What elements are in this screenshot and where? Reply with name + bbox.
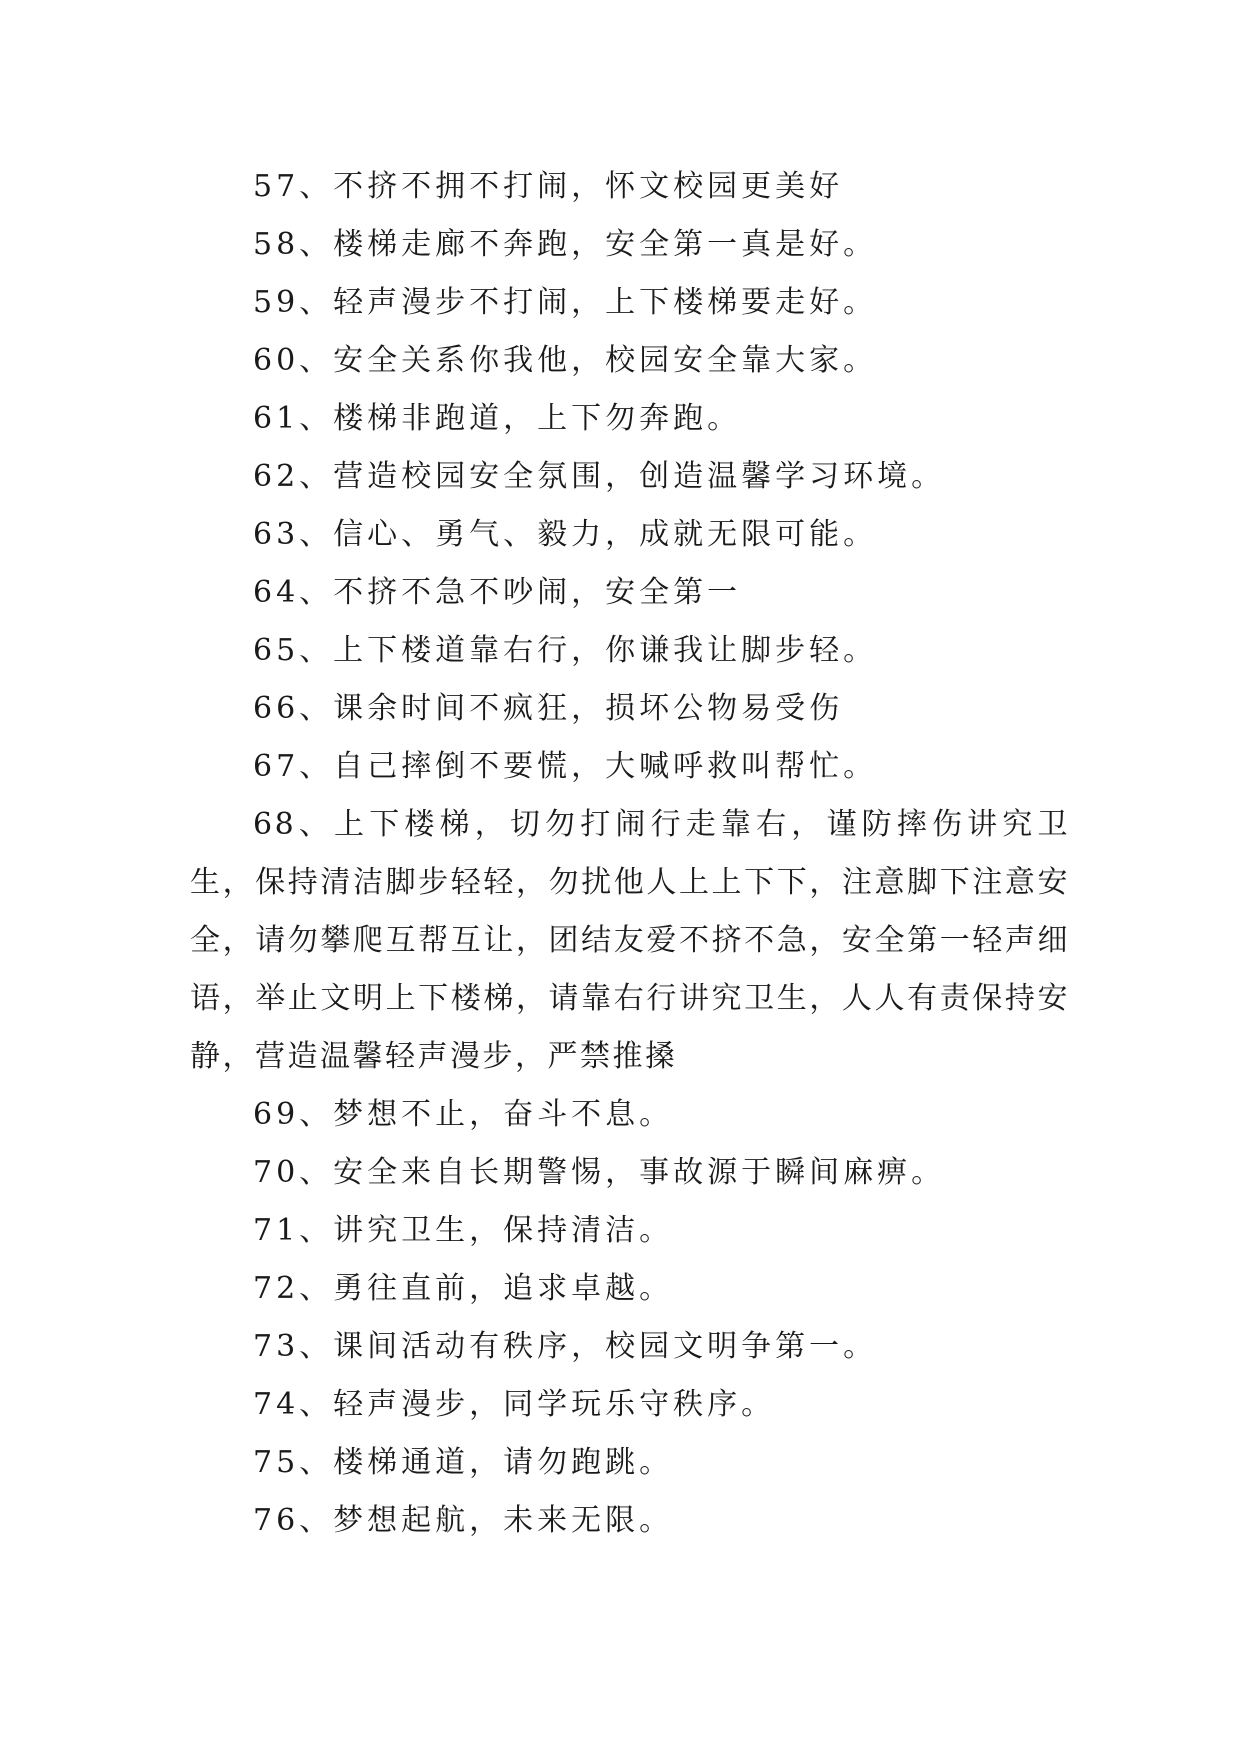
list-item: 59、轻声漫步不打闹，上下楼梯要走好。 <box>253 285 878 320</box>
list-item: 70、安全来自长期警惕，事故源于瞬间麻痹。 <box>253 1155 946 1190</box>
list-item: 75、楼梯通道，请勿跑跳。 <box>253 1445 674 1480</box>
list-item: 61、楼梯非跑道，上下勿奔跑。 <box>253 401 742 436</box>
list-item: 65、上下楼道靠右行，你谦我让脚步轻。 <box>253 633 878 668</box>
list-item: 62、营造校园安全氛围，创造温馨学习环境。 <box>253 459 946 494</box>
list-item: 64、不挤不急不吵闹，安全第一 <box>253 575 742 610</box>
list-item: 72、勇往直前，追求卓越。 <box>253 1271 674 1306</box>
list-item: 57、不挤不拥不打闹，怀文校园更美好 <box>253 169 844 204</box>
list-item: 76、梦想起航，未来无限。 <box>253 1503 674 1538</box>
list-item: 60、安全关系你我他，校园安全靠大家。 <box>253 343 878 378</box>
list-item: 66、课余时间不疯狂，损坏公物易受伤 <box>253 691 844 726</box>
list-item: 58、楼梯走廊不奔跑，安全第一真是好。 <box>253 227 878 262</box>
document-body <box>190 158 1070 1550</box>
list-item: 74、轻声漫步，同学玩乐守秩序。 <box>253 1387 776 1422</box>
list-item: 67、自己摔倒不要慌，大喊呼救叫帮忙。 <box>253 749 878 784</box>
list-item: 73、课间活动有秩序，校园文明争第一。 <box>253 1329 878 1364</box>
list-item: 69、梦想不止，奋斗不息。 <box>253 1097 674 1132</box>
list-item: 71、讲究卫生，保持清洁。 <box>253 1213 674 1248</box>
list-item: 63、信心、勇气、毅力，成就无限可能。 <box>253 517 878 552</box>
list-item-long: 68、上下楼梯，切勿打闹行走靠右，谨防摔伤讲究卫生，保持清洁脚步轻轻，勿扰他人上上下下，注意脚下注意安全，请勿攀爬互帮互让，团结友爱不挤不急，安全第一轻声细语，举止文明上下楼梯，请靠右行讲究卫生，人人有责保持安静，营造温馨轻声漫步，严禁推搡 <box>190 807 1070 1074</box>
